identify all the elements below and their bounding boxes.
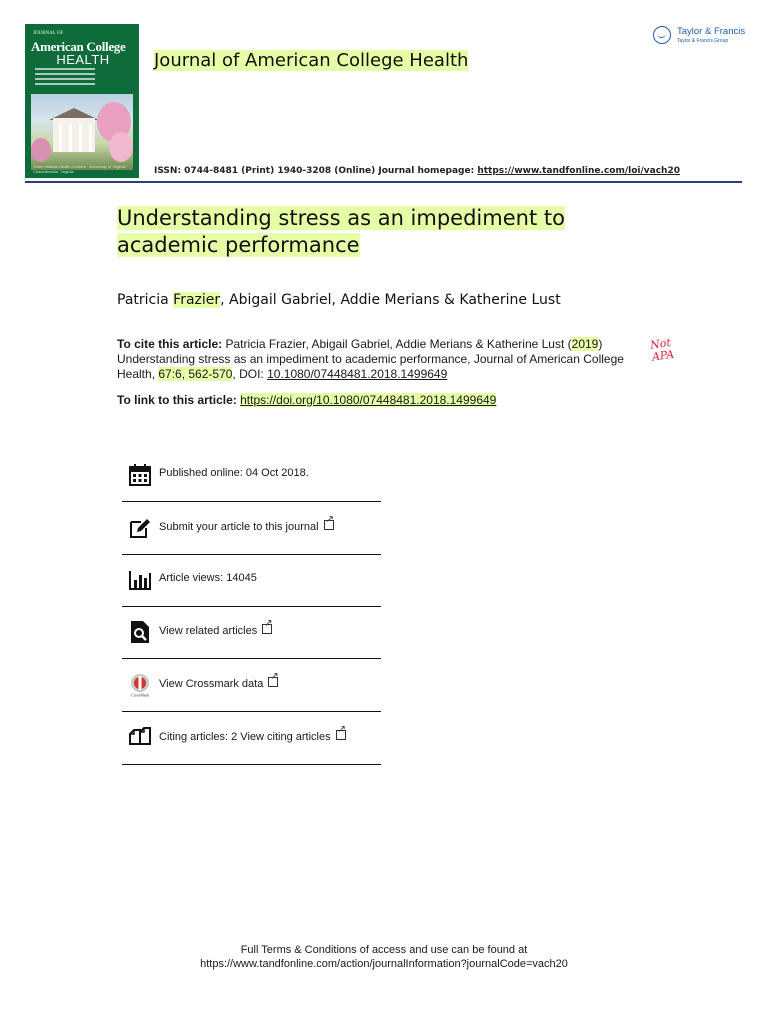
citation-part3: , DOI: [232,367,268,381]
submit-article-link[interactable] [159,520,334,533]
footer-line-1: Full Terms & Conditions of access and use can be found at [240,944,528,956]
cover-caption: Three Historic Health Centers · University of Virginia · Charlottesville, Virginia [33,164,129,174]
article-title [117,205,637,259]
citation-block [117,337,642,382]
publisher-logo-icon [653,26,671,44]
cover-caption-lines [35,68,95,88]
citation-part1: Patricia Frazier, Abigail Gabriel, Addie Merians & Katherine Lust ( [222,337,572,351]
cover-small-text: JOURNAL OF [33,31,64,36]
authors-line [117,292,561,308]
crossmark-link[interactable] [159,677,278,690]
header-divider [25,181,742,183]
issn-line [154,166,680,176]
crossmark-text: View Crossmark data [159,678,264,690]
citation-volume: 67:6, 562-570 [158,367,233,381]
published-online-text: Published online: 04 Oct 2018. [159,467,309,479]
crossmark-row[interactable] [122,659,381,712]
authors-before: Patricia [117,292,174,308]
article-link-url[interactable]: https://doi.org/10.1080/07448481.2018.1499649 [240,393,497,407]
citing-articles-row[interactable] [122,712,381,765]
publisher-group: Taylor & Francis Group [677,38,729,44]
journal-title-text: Journal of American College Health [154,50,469,71]
issn-text: ISSN: 0744-8481 (Print) 1940-3208 (Online) Journal homepage: [154,166,478,176]
publisher-logo[interactable] [653,24,748,48]
citation-label: To cite this article: [117,337,223,351]
crossmark-label: CrossMark [131,692,149,697]
journal-homepage-link[interactable]: https://www.tandfonline.com/loi/vach20 [477,166,680,176]
annotation-line-1: Not [649,336,672,352]
related-articles-text: View related articles [159,625,258,637]
submit-article-text: Submit your article to this journal [159,521,319,533]
annotation-line-2: APA [651,347,675,364]
published-online-row [122,449,381,502]
citation-year: 2019 [571,337,599,351]
external-link-icon [336,730,346,740]
article-views-row [122,554,381,607]
citation-doi-link[interactable]: 10.1080/07448481.2018.1499649 [267,367,448,381]
external-link-icon [324,520,334,530]
footer-terms-link[interactable]: https://www.tandfonline.com/action/journalInformation?journalCode=vach20 [200,958,568,970]
article-views-text: Article views: 14045 [159,572,257,584]
edit-icon [128,516,152,540]
citing-documents-icon [128,726,152,750]
related-articles-link[interactable] [159,624,272,637]
article-link-label: To link to this article: [117,393,241,407]
journal-title[interactable] [154,50,468,71]
footer-terms [0,943,768,971]
crossmark-icon [128,673,152,697]
cover-photo [31,94,133,170]
bar-chart-icon [128,568,152,592]
authors-after: , Abigail Gabriel, Addie Merians & Katherine Lust [220,292,561,308]
author-highlighted: Frazier [173,292,221,308]
article-title-text: Understanding stress as an impediment to academic performance [117,206,565,257]
publisher-name: Taylor & Francis [677,26,746,37]
cover-subtitle: HEALTH [56,52,110,67]
document-search-icon [128,620,152,644]
journal-cover-image [25,24,139,178]
handwritten-annotation [650,334,693,363]
external-link-icon [268,677,278,687]
citing-articles-text: Citing articles: 2 View citing articles [159,731,331,743]
citation-part2: ) Understanding stress as an impediment to academic performance, Journal of American College Health, [117,337,624,381]
external-link-icon [262,624,272,634]
citing-articles-link[interactable] [159,730,346,743]
calendar-icon [128,463,152,487]
cover-title: American College [31,39,126,54]
article-link-line [117,393,496,407]
submit-article-row[interactable] [122,502,381,555]
related-articles-row[interactable] [122,606,381,659]
